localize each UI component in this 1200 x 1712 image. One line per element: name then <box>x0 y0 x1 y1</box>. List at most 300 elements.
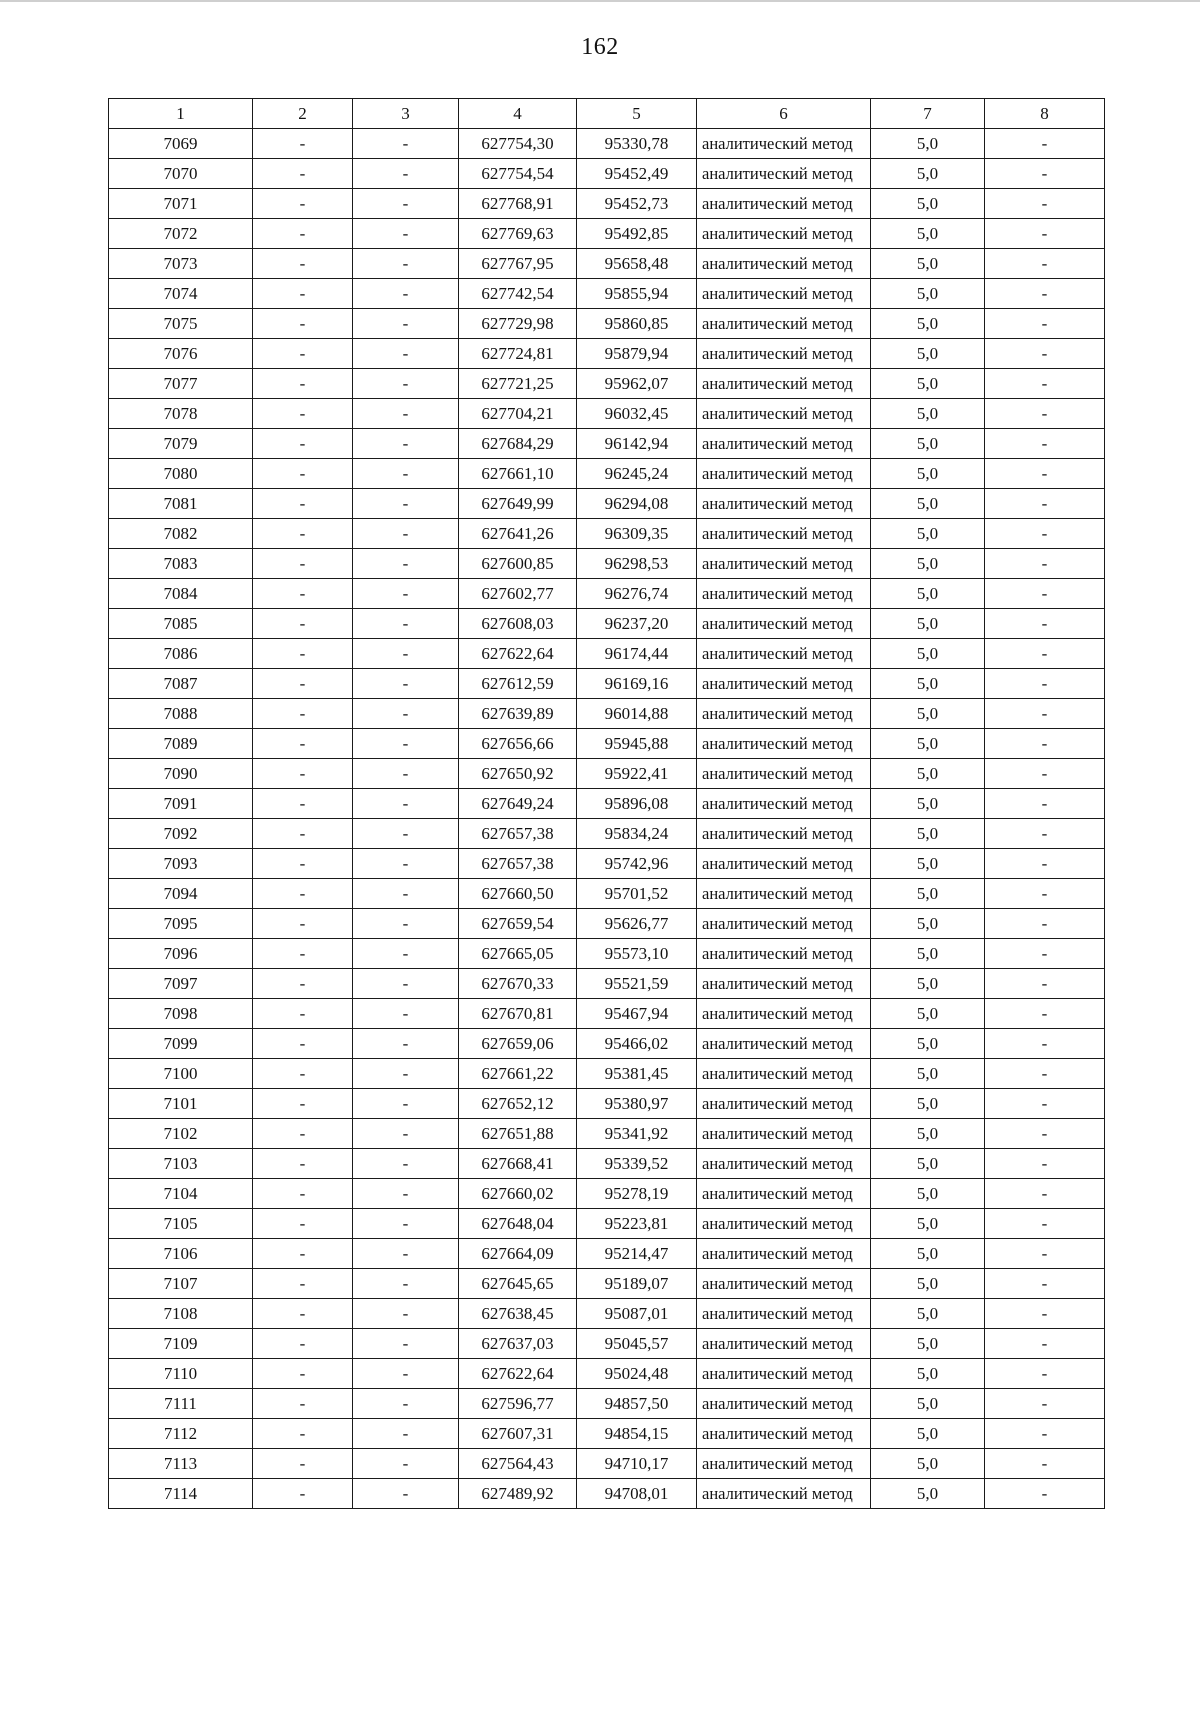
x-coordinate-cell: 627612,59 <box>459 669 577 699</box>
x-coordinate-cell: 627754,30 <box>459 129 577 159</box>
table-row <box>109 759 1105 789</box>
point-number-cell: 7110 <box>109 1359 253 1389</box>
x-coordinate-cell: 627724,81 <box>459 339 577 369</box>
y-coordinate-cell: 95341,92 <box>577 1119 697 1149</box>
y-coordinate-cell: 95381,45 <box>577 1059 697 1089</box>
col2-cell: - <box>253 849 353 879</box>
method-cell: аналитический метод <box>697 309 871 339</box>
point-number-cell: 7085 <box>109 609 253 639</box>
col8-cell: - <box>985 879 1105 909</box>
accuracy-cell: 5,0 <box>871 1479 985 1509</box>
method-cell: аналитический метод <box>697 579 871 609</box>
y-coordinate-cell: 95087,01 <box>577 1299 697 1329</box>
col3-cell: - <box>353 129 459 159</box>
table-row <box>109 879 1105 909</box>
column-header: 2 <box>253 99 353 129</box>
col8-cell: - <box>985 1479 1105 1509</box>
col8-cell: - <box>985 1419 1105 1449</box>
table-row <box>109 309 1105 339</box>
method-cell: аналитический метод <box>697 669 871 699</box>
col3-cell: - <box>353 339 459 369</box>
table-row <box>109 999 1105 1029</box>
accuracy-cell: 5,0 <box>871 1419 985 1449</box>
point-number-cell: 7087 <box>109 669 253 699</box>
table-row <box>109 1329 1105 1359</box>
accuracy-cell: 5,0 <box>871 1149 985 1179</box>
point-number-cell: 7088 <box>109 699 253 729</box>
accuracy-cell: 5,0 <box>871 999 985 1029</box>
accuracy-cell: 5,0 <box>871 309 985 339</box>
table-row <box>109 129 1105 159</box>
col2-cell: - <box>253 1149 353 1179</box>
column-header: 5 <box>577 99 697 129</box>
accuracy-cell: 5,0 <box>871 1329 985 1359</box>
y-coordinate-cell: 95466,02 <box>577 1029 697 1059</box>
x-coordinate-cell: 627600,85 <box>459 549 577 579</box>
table-body <box>109 129 1105 1509</box>
point-number-cell: 7105 <box>109 1209 253 1239</box>
y-coordinate-cell: 95214,47 <box>577 1239 697 1269</box>
y-coordinate-cell: 95945,88 <box>577 729 697 759</box>
accuracy-cell: 5,0 <box>871 879 985 909</box>
col3-cell: - <box>353 1329 459 1359</box>
col2-cell: - <box>253 279 353 309</box>
col2-cell: - <box>253 1269 353 1299</box>
table-row <box>109 249 1105 279</box>
table-row <box>109 429 1105 459</box>
column-header: 1 <box>109 99 253 129</box>
col8-cell: - <box>985 639 1105 669</box>
accuracy-cell: 5,0 <box>871 1299 985 1329</box>
col8-cell: - <box>985 489 1105 519</box>
x-coordinate-cell: 627768,91 <box>459 189 577 219</box>
y-coordinate-cell: 95626,77 <box>577 909 697 939</box>
point-number-cell: 7082 <box>109 519 253 549</box>
col2-cell: - <box>253 609 353 639</box>
x-coordinate-cell: 627596,77 <box>459 1389 577 1419</box>
col8-cell: - <box>985 1269 1105 1299</box>
y-coordinate-cell: 95962,07 <box>577 369 697 399</box>
point-number-cell: 7111 <box>109 1389 253 1419</box>
point-number-cell: 7069 <box>109 129 253 159</box>
col8-cell: - <box>985 189 1105 219</box>
table-row <box>109 1239 1105 1269</box>
method-cell: аналитический метод <box>697 1479 871 1509</box>
point-number-cell: 7079 <box>109 429 253 459</box>
table-row <box>109 639 1105 669</box>
col8-cell: - <box>985 729 1105 759</box>
accuracy-cell: 5,0 <box>871 1359 985 1389</box>
method-cell: аналитический метод <box>697 159 871 189</box>
y-coordinate-cell: 95855,94 <box>577 279 697 309</box>
col3-cell: - <box>353 1419 459 1449</box>
col3-cell: - <box>353 669 459 699</box>
method-cell: аналитический метод <box>697 639 871 669</box>
table-row <box>109 1119 1105 1149</box>
table-row <box>109 459 1105 489</box>
col3-cell: - <box>353 909 459 939</box>
x-coordinate-cell: 627656,66 <box>459 729 577 759</box>
accuracy-cell: 5,0 <box>871 489 985 519</box>
method-cell: аналитический метод <box>697 129 871 159</box>
col2-cell: - <box>253 1479 353 1509</box>
point-number-cell: 7091 <box>109 789 253 819</box>
method-cell: аналитический метод <box>697 1179 871 1209</box>
col3-cell: - <box>353 1029 459 1059</box>
col2-cell: - <box>253 1419 353 1449</box>
x-coordinate-cell: 627651,88 <box>459 1119 577 1149</box>
point-number-cell: 7076 <box>109 339 253 369</box>
col8-cell: - <box>985 909 1105 939</box>
x-coordinate-cell: 627721,25 <box>459 369 577 399</box>
method-cell: аналитический метод <box>697 729 871 759</box>
y-coordinate-cell: 95278,19 <box>577 1179 697 1209</box>
method-cell: аналитический метод <box>697 999 871 1029</box>
column-header: 6 <box>697 99 871 129</box>
col8-cell: - <box>985 969 1105 999</box>
col2-cell: - <box>253 189 353 219</box>
y-coordinate-cell: 94708,01 <box>577 1479 697 1509</box>
col3-cell: - <box>353 1449 459 1479</box>
x-coordinate-cell: 627660,02 <box>459 1179 577 1209</box>
method-cell: аналитический метод <box>697 249 871 279</box>
col8-cell: - <box>985 1359 1105 1389</box>
y-coordinate-cell: 95922,41 <box>577 759 697 789</box>
y-coordinate-cell: 96298,53 <box>577 549 697 579</box>
table-row <box>109 1359 1105 1389</box>
point-number-cell: 7096 <box>109 939 253 969</box>
col3-cell: - <box>353 639 459 669</box>
x-coordinate-cell: 627729,98 <box>459 309 577 339</box>
y-coordinate-cell: 95452,73 <box>577 189 697 219</box>
method-cell: аналитический метод <box>697 1359 871 1389</box>
point-number-cell: 7098 <box>109 999 253 1029</box>
col8-cell: - <box>985 1029 1105 1059</box>
table-row <box>109 789 1105 819</box>
col2-cell: - <box>253 1059 353 1089</box>
table-row <box>109 159 1105 189</box>
col2-cell: - <box>253 1299 353 1329</box>
x-coordinate-cell: 627665,05 <box>459 939 577 969</box>
point-number-cell: 7080 <box>109 459 253 489</box>
x-coordinate-cell: 627649,24 <box>459 789 577 819</box>
point-number-cell: 7078 <box>109 399 253 429</box>
col3-cell: - <box>353 789 459 819</box>
col2-cell: - <box>253 1329 353 1359</box>
method-cell: аналитический метод <box>697 459 871 489</box>
x-coordinate-cell: 627622,64 <box>459 639 577 669</box>
y-coordinate-cell: 95742,96 <box>577 849 697 879</box>
y-coordinate-cell: 95492,85 <box>577 219 697 249</box>
accuracy-cell: 5,0 <box>871 339 985 369</box>
accuracy-cell: 5,0 <box>871 159 985 189</box>
col3-cell: - <box>353 579 459 609</box>
point-number-cell: 7086 <box>109 639 253 669</box>
col2-cell: - <box>253 249 353 279</box>
col3-cell: - <box>353 429 459 459</box>
col2-cell: - <box>253 1089 353 1119</box>
x-coordinate-cell: 627704,21 <box>459 399 577 429</box>
x-coordinate-cell: 627645,65 <box>459 1269 577 1299</box>
col2-cell: - <box>253 219 353 249</box>
point-number-cell: 7103 <box>109 1149 253 1179</box>
col2-cell: - <box>253 759 353 789</box>
accuracy-cell: 5,0 <box>871 1059 985 1089</box>
y-coordinate-cell: 96276,74 <box>577 579 697 609</box>
method-cell: аналитический метод <box>697 1329 871 1359</box>
col2-cell: - <box>253 489 353 519</box>
point-number-cell: 7107 <box>109 1269 253 1299</box>
accuracy-cell: 5,0 <box>871 1209 985 1239</box>
col3-cell: - <box>353 939 459 969</box>
col3-cell: - <box>353 399 459 429</box>
coordinates-table <box>108 98 1105 1509</box>
method-cell: аналитический метод <box>697 1209 871 1239</box>
col2-cell: - <box>253 1029 353 1059</box>
y-coordinate-cell: 95330,78 <box>577 129 697 159</box>
method-cell: аналитический метод <box>697 1119 871 1149</box>
method-cell: аналитический метод <box>697 1449 871 1479</box>
x-coordinate-cell: 627769,63 <box>459 219 577 249</box>
point-number-cell: 7074 <box>109 279 253 309</box>
col8-cell: - <box>985 369 1105 399</box>
col8-cell: - <box>985 459 1105 489</box>
table-row <box>109 1029 1105 1059</box>
col2-cell: - <box>253 789 353 819</box>
point-number-cell: 7090 <box>109 759 253 789</box>
col3-cell: - <box>353 369 459 399</box>
table-row <box>109 1389 1105 1419</box>
page-number: 162 <box>581 34 619 60</box>
method-cell: аналитический метод <box>697 759 871 789</box>
col8-cell: - <box>985 609 1105 639</box>
col2-cell: - <box>253 1359 353 1389</box>
x-coordinate-cell: 627639,89 <box>459 699 577 729</box>
accuracy-cell: 5,0 <box>871 459 985 489</box>
col2-cell: - <box>253 549 353 579</box>
method-cell: аналитический метод <box>697 1149 871 1179</box>
x-coordinate-cell: 627659,06 <box>459 1029 577 1059</box>
y-coordinate-cell: 95467,94 <box>577 999 697 1029</box>
x-coordinate-cell: 627608,03 <box>459 609 577 639</box>
method-cell: аналитический метод <box>697 1299 871 1329</box>
x-coordinate-cell: 627641,26 <box>459 519 577 549</box>
accuracy-cell: 5,0 <box>871 549 985 579</box>
method-cell: аналитический метод <box>697 879 871 909</box>
x-coordinate-cell: 627660,50 <box>459 879 577 909</box>
col8-cell: - <box>985 549 1105 579</box>
col8-cell: - <box>985 1449 1105 1479</box>
method-cell: аналитический метод <box>697 909 871 939</box>
col2-cell: - <box>253 519 353 549</box>
point-number-cell: 7095 <box>109 909 253 939</box>
col3-cell: - <box>353 819 459 849</box>
method-cell: аналитический метод <box>697 1059 871 1089</box>
method-cell: аналитический метод <box>697 939 871 969</box>
accuracy-cell: 5,0 <box>871 369 985 399</box>
y-coordinate-cell: 95380,97 <box>577 1089 697 1119</box>
accuracy-cell: 5,0 <box>871 1389 985 1419</box>
x-coordinate-cell: 627684,29 <box>459 429 577 459</box>
col2-cell: - <box>253 699 353 729</box>
col2-cell: - <box>253 909 353 939</box>
col2-cell: - <box>253 969 353 999</box>
col8-cell: - <box>985 579 1105 609</box>
col8-cell: - <box>985 819 1105 849</box>
y-coordinate-cell: 95045,57 <box>577 1329 697 1359</box>
col8-cell: - <box>985 519 1105 549</box>
col2-cell: - <box>253 429 353 459</box>
x-coordinate-cell: 627670,33 <box>459 969 577 999</box>
x-coordinate-cell: 627668,41 <box>459 1149 577 1179</box>
column-header: 4 <box>459 99 577 129</box>
col2-cell: - <box>253 819 353 849</box>
y-coordinate-cell: 95701,52 <box>577 879 697 909</box>
y-coordinate-cell: 95024,48 <box>577 1359 697 1389</box>
col8-cell: - <box>985 429 1105 459</box>
method-cell: аналитический метод <box>697 519 871 549</box>
table-row <box>109 1479 1105 1509</box>
col8-cell: - <box>985 1179 1105 1209</box>
col3-cell: - <box>353 1149 459 1179</box>
col3-cell: - <box>353 759 459 789</box>
table-row <box>109 969 1105 999</box>
col3-cell: - <box>353 849 459 879</box>
point-number-cell: 7075 <box>109 309 253 339</box>
point-number-cell: 7073 <box>109 249 253 279</box>
x-coordinate-cell: 627657,38 <box>459 849 577 879</box>
x-coordinate-cell: 627607,31 <box>459 1419 577 1449</box>
point-number-cell: 7077 <box>109 369 253 399</box>
table-row <box>109 1059 1105 1089</box>
point-number-cell: 7102 <box>109 1119 253 1149</box>
y-coordinate-cell: 96309,35 <box>577 519 697 549</box>
column-header: 8 <box>985 99 1105 129</box>
table-row <box>109 1149 1105 1179</box>
table-row <box>109 1419 1105 1449</box>
method-cell: аналитический метод <box>697 429 871 459</box>
col3-cell: - <box>353 1389 459 1419</box>
method-cell: аналитический метод <box>697 489 871 519</box>
table-row <box>109 519 1105 549</box>
y-coordinate-cell: 95834,24 <box>577 819 697 849</box>
method-cell: аналитический метод <box>697 819 871 849</box>
table-row <box>109 579 1105 609</box>
accuracy-cell: 5,0 <box>871 759 985 789</box>
y-coordinate-cell: 96169,16 <box>577 669 697 699</box>
col2-cell: - <box>253 729 353 759</box>
col3-cell: - <box>353 189 459 219</box>
method-cell: аналитический метод <box>697 1239 871 1269</box>
point-number-cell: 7081 <box>109 489 253 519</box>
y-coordinate-cell: 95879,94 <box>577 339 697 369</box>
col2-cell: - <box>253 339 353 369</box>
table-row <box>109 369 1105 399</box>
x-coordinate-cell: 627637,03 <box>459 1329 577 1359</box>
y-coordinate-cell: 96237,20 <box>577 609 697 639</box>
col8-cell: - <box>985 699 1105 729</box>
table-row <box>109 549 1105 579</box>
x-coordinate-cell: 627742,54 <box>459 279 577 309</box>
col3-cell: - <box>353 1359 459 1389</box>
x-coordinate-cell: 627657,38 <box>459 819 577 849</box>
point-number-cell: 7112 <box>109 1419 253 1449</box>
y-coordinate-cell: 96142,94 <box>577 429 697 459</box>
col3-cell: - <box>353 459 459 489</box>
accuracy-cell: 5,0 <box>871 729 985 759</box>
point-number-cell: 7106 <box>109 1239 253 1269</box>
y-coordinate-cell: 96245,24 <box>577 459 697 489</box>
point-number-cell: 7104 <box>109 1179 253 1209</box>
col3-cell: - <box>353 1479 459 1509</box>
accuracy-cell: 5,0 <box>871 1029 985 1059</box>
method-cell: аналитический метод <box>697 969 871 999</box>
col8-cell: - <box>985 159 1105 189</box>
col3-cell: - <box>353 729 459 759</box>
col2-cell: - <box>253 939 353 969</box>
y-coordinate-cell: 95573,10 <box>577 939 697 969</box>
col2-cell: - <box>253 399 353 429</box>
x-coordinate-cell: 627652,12 <box>459 1089 577 1119</box>
col3-cell: - <box>353 999 459 1029</box>
y-coordinate-cell: 95189,07 <box>577 1269 697 1299</box>
y-coordinate-cell: 94857,50 <box>577 1389 697 1419</box>
point-number-cell: 7093 <box>109 849 253 879</box>
accuracy-cell: 5,0 <box>871 219 985 249</box>
accuracy-cell: 5,0 <box>871 1179 985 1209</box>
point-number-cell: 7109 <box>109 1329 253 1359</box>
x-coordinate-cell: 627622,64 <box>459 1359 577 1389</box>
x-coordinate-cell: 627648,04 <box>459 1209 577 1239</box>
col8-cell: - <box>985 309 1105 339</box>
y-coordinate-cell: 95896,08 <box>577 789 697 819</box>
accuracy-cell: 5,0 <box>871 1089 985 1119</box>
y-coordinate-cell: 96014,88 <box>577 699 697 729</box>
y-coordinate-cell: 95521,59 <box>577 969 697 999</box>
method-cell: аналитический метод <box>697 219 871 249</box>
x-coordinate-cell: 627649,99 <box>459 489 577 519</box>
point-number-cell: 7072 <box>109 219 253 249</box>
col2-cell: - <box>253 999 353 1029</box>
col8-cell: - <box>985 1089 1105 1119</box>
method-cell: аналитический метод <box>697 279 871 309</box>
col3-cell: - <box>353 279 459 309</box>
col3-cell: - <box>353 1119 459 1149</box>
col8-cell: - <box>985 399 1105 429</box>
accuracy-cell: 5,0 <box>871 699 985 729</box>
accuracy-cell: 5,0 <box>871 669 985 699</box>
accuracy-cell: 5,0 <box>871 129 985 159</box>
point-number-cell: 7092 <box>109 819 253 849</box>
point-number-cell: 7094 <box>109 879 253 909</box>
y-coordinate-cell: 94854,15 <box>577 1419 697 1449</box>
accuracy-cell: 5,0 <box>871 849 985 879</box>
col3-cell: - <box>353 699 459 729</box>
x-coordinate-cell: 627661,10 <box>459 459 577 489</box>
x-coordinate-cell: 627661,22 <box>459 1059 577 1089</box>
col2-cell: - <box>253 1389 353 1419</box>
col8-cell: - <box>985 1209 1105 1239</box>
col3-cell: - <box>353 489 459 519</box>
y-coordinate-cell: 96294,08 <box>577 489 697 519</box>
method-cell: аналитический метод <box>697 399 871 429</box>
method-cell: аналитический метод <box>697 849 871 879</box>
col8-cell: - <box>985 249 1105 279</box>
y-coordinate-cell: 95339,52 <box>577 1149 697 1179</box>
point-number-cell: 7070 <box>109 159 253 189</box>
point-number-cell: 7113 <box>109 1449 253 1479</box>
point-number-cell: 7101 <box>109 1089 253 1119</box>
